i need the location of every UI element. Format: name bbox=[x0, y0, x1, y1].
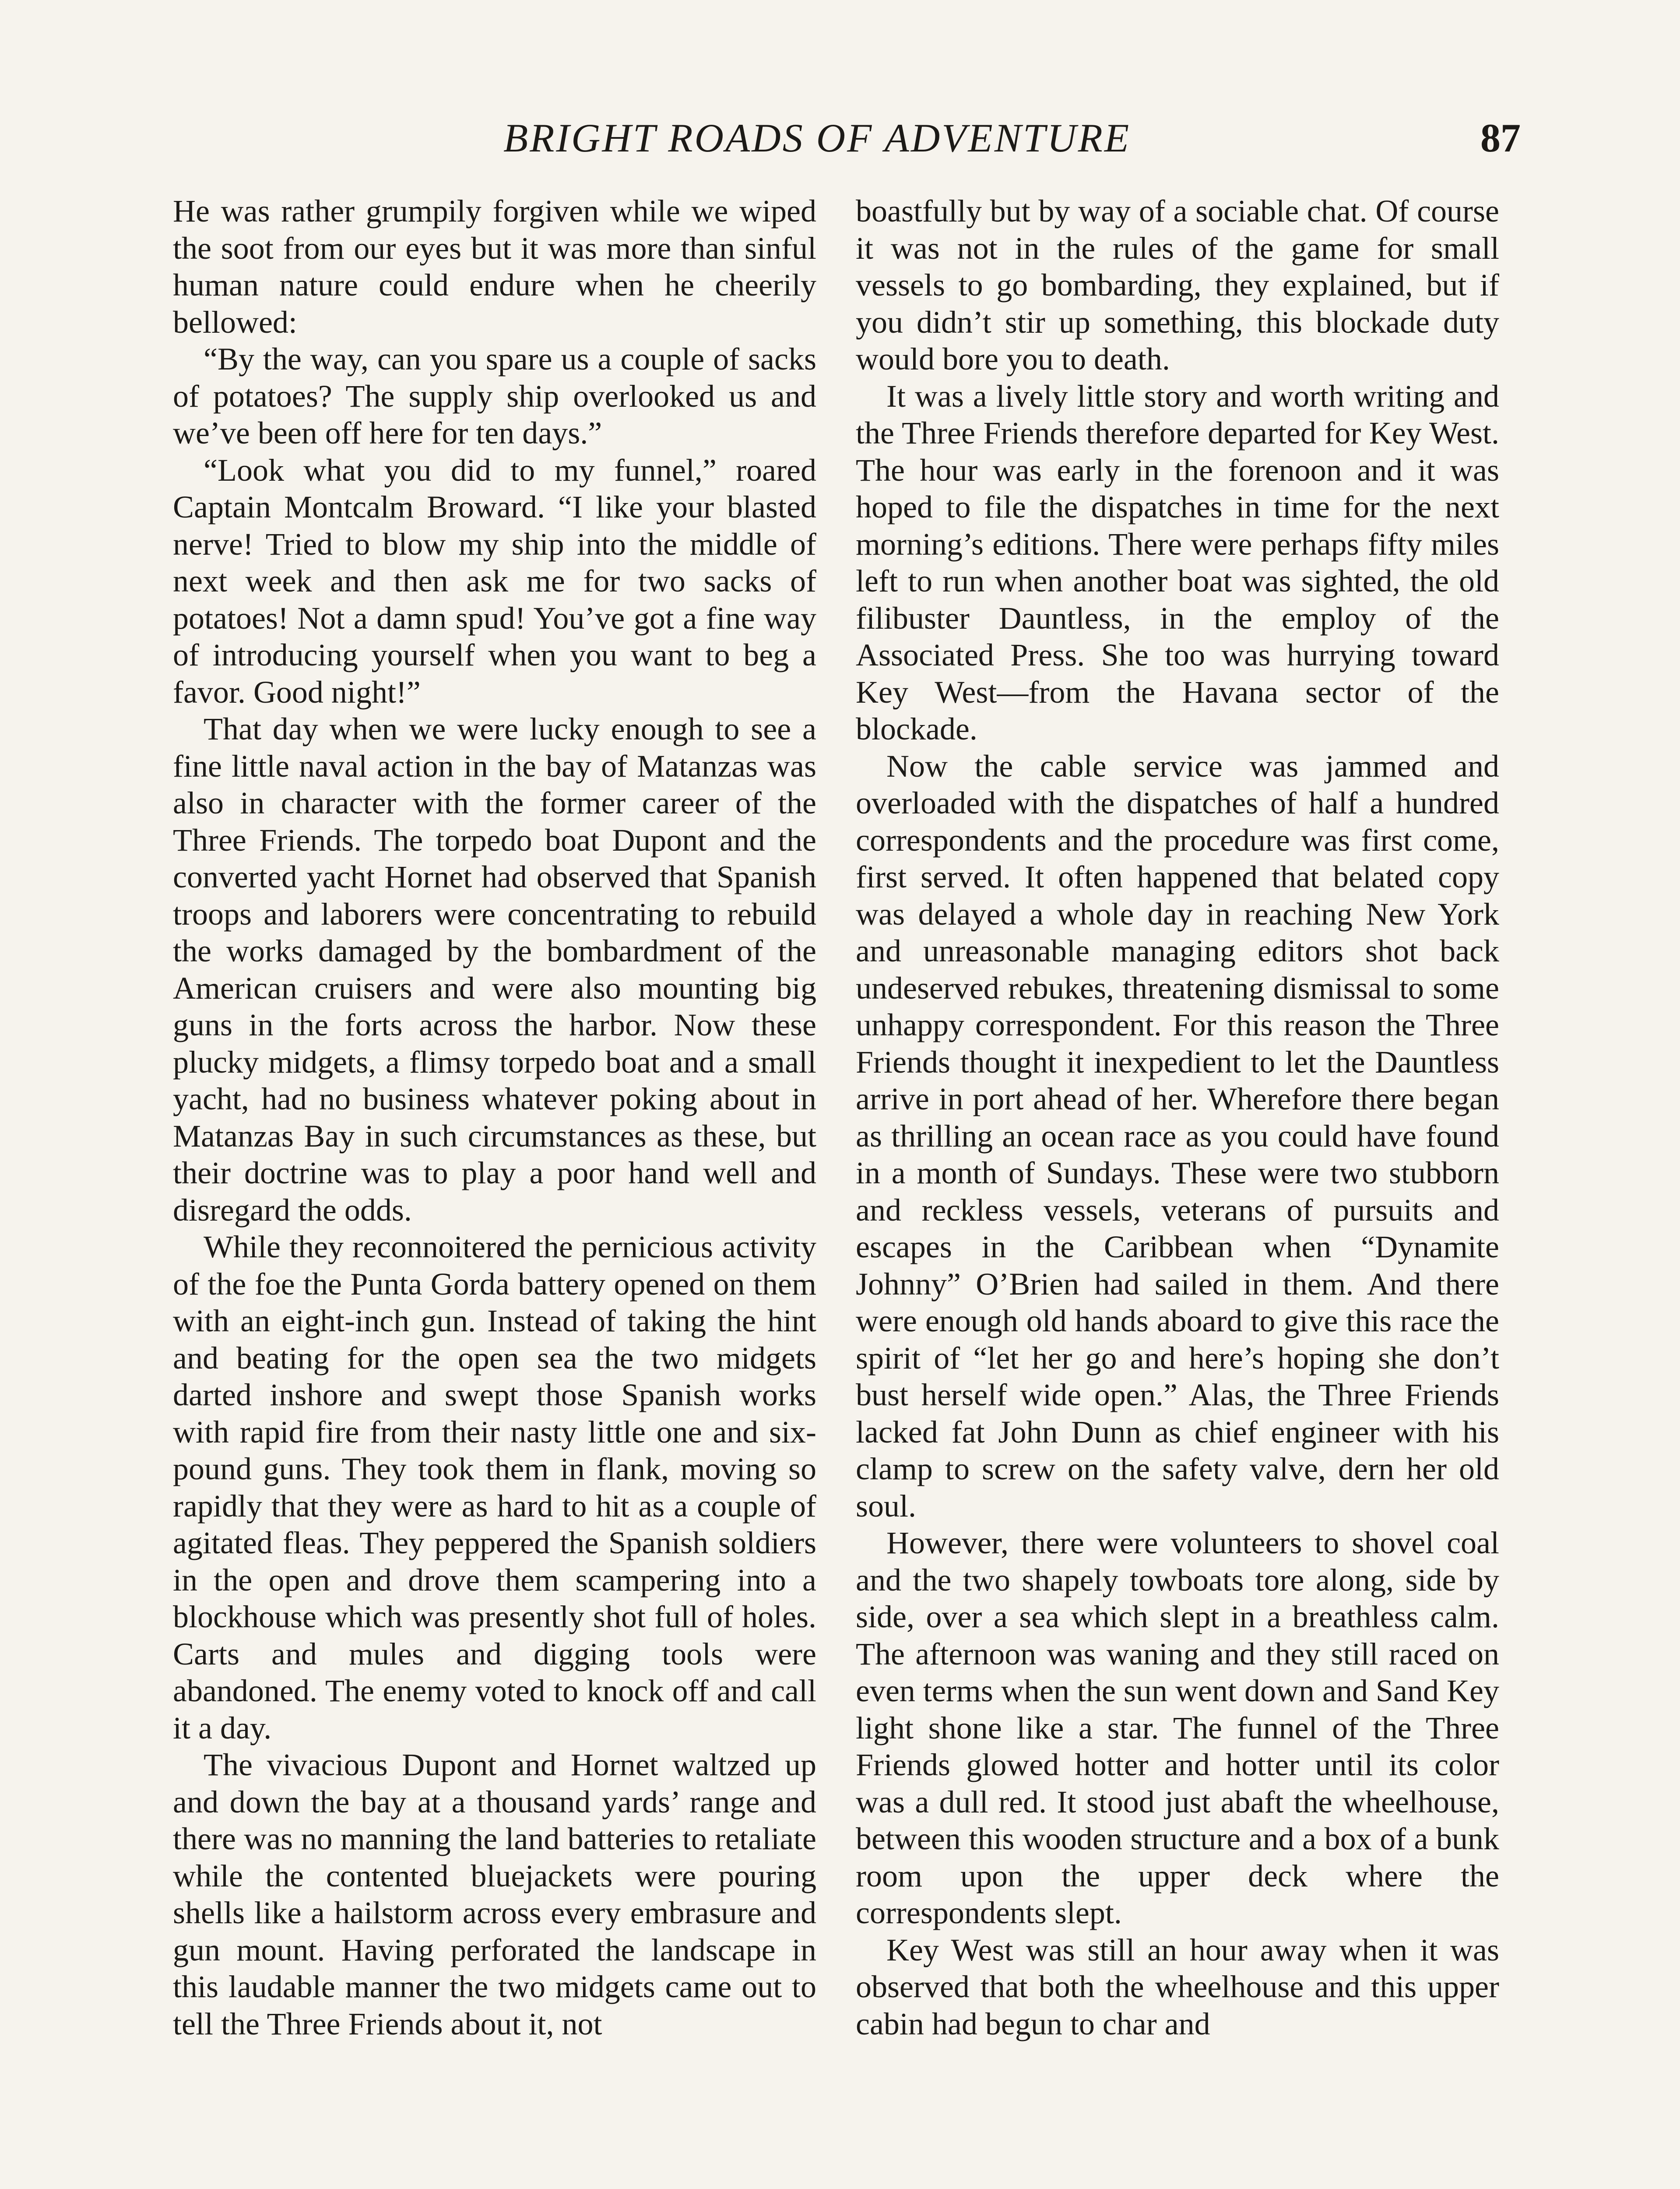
paragraph: “By the way, can you spare us a couple of sacks of potatoes? The supply ship overlooked us and we’ve been off here for ten days.” bbox=[173, 341, 816, 450]
paragraph: It was a lively little story and worth writing and the Three Friends therefore departed for Key West. The hour was early in the forenoon and it was hoped to file the dispatches in time for the next morning’s editions. There were perhaps fifty miles left to run when another boat was sighted, the old filibuster Dauntless, in the employ of the Associated Press. She too was hurrying toward Key West—from the Havana sector of the blockade. bbox=[856, 378, 1499, 746]
right-column bbox=[856, 193, 1499, 2042]
paragraph: While they reconnoitered the pernicious activity of the foe the Punta Gorda battery opened on them with an eight-inch gun. Instead of taking the hint and beating for the open sea the two midgets darted inshore and swept those Spanish works with rapid fire from their nasty little one and six-pound guns. They took them in flank, moving so rapidly that they were as hard to hit as a couple of agitated fleas. They peppered the Spanish soldiers in the open and drove them scampering into a blockhouse which was presently shot full of holes. Carts and mules and digging tools were abandoned. The enemy voted to knock off and call it a day. bbox=[173, 1229, 816, 1746]
paragraph: The vivacious Dupont and Hornet waltzed up and down the bay at a thousand yards’ range and there was no manning the land batteries to retaliate while the contented bluejackets were pouring shells like a hailstorm across every embrasure and gun mount. Having perforated the landscape in this laudable manner the two midgets came out to tell the Three Friends about it, not bbox=[173, 1747, 816, 2041]
running-title: BRIGHT ROADS OF ADVENTURE bbox=[503, 116, 1131, 160]
paragraph: Key West was still an hour away when it was observed that both the wheelhouse and this upper cabin had begun to char and bbox=[856, 1932, 1499, 2041]
running-header bbox=[0, 115, 1680, 163]
paragraph: He was rather grumpily forgiven while we wiped the soot from our eyes but it was more than sinful human nature could endure when he cheerily bellowed: bbox=[173, 194, 816, 340]
paragraph: Now the cable service was jammed and overloaded with the dispatches of half a hundred correspondents and the procedure was first come, first served. It often happened that belated copy was delayed a whole day in reaching New York and unreasonable managing editors shot back undeserved rebukes, threatening dismissal to some unhappy correspondent. For this reason the Three Friends thought it inexpedient to let the Dauntless arrive in port ahead of her. Wherefore there began as thrilling an ocean race as you could have found in a month of Sundays. These were two stubborn and reckless vessels, veterans of pursuits and escapes in the Caribbean when “Dynamite Johnny” O’Brien had sailed in them. And there were enough old hands aboard to give this race the spirit of “let her go and here’s hoping she don’t bust herself wide open.” Alas, the Three Friends lacked fat John Dunn as chief engineer with his clamp to screw on the safety valve, dern her old soul. bbox=[856, 748, 1499, 1524]
page-number: 87 bbox=[1480, 116, 1521, 160]
paragraph: That day when we were lucky enough to see a fine little naval action in the bay of Matanzas was also in character with the former career of the Three Friends. The torpedo boat Dupont and the converted yacht Hornet had observed that Spanish troops and laborers were concentrating to rebuild the works damaged by the bombardment of the American cruisers and were also mounting big guns in the forts across the harbor. Now these plucky midgets, a flimsy torpedo boat and a small yacht, had no business whatever poking about in Matanzas Bay in such circumstances as these, but their doctrine was to play a poor hand well and disregard the odds. bbox=[173, 711, 816, 1228]
paragraph: boastfully but by way of a sociable chat. Of course it was not in the rules of the game for small vessels to go bombarding, they explained, but if you didn’t stir up something, this blockade duty would bore you to death. bbox=[856, 194, 1499, 377]
paragraph: However, there were volunteers to shovel coal and the two shapely towboats tore along, side by side, over a sea which slept in a breathless calm. The afternoon was waning and they still raced on even terms when the sun went down and Sand Key light shone like a star. The funnel of the Three Friends glowed hotter and hotter until its color was a dull red. It stood just abaft the wheelhouse, between this wooden structure and a box of a bunk room upon the upper deck where the correspondents slept. bbox=[856, 1525, 1499, 1930]
paragraph: “Look what you did to my funnel,” roared Captain Montcalm Broward. “I like your blasted nerve! Tried to blow my ship into the middle of next week and then ask me for two sacks of potatoes! Not a damn spud! You’ve got a fine way of introducing yourself when you want to beg a favor. Good night!” bbox=[173, 452, 816, 710]
left-column bbox=[173, 193, 816, 2042]
